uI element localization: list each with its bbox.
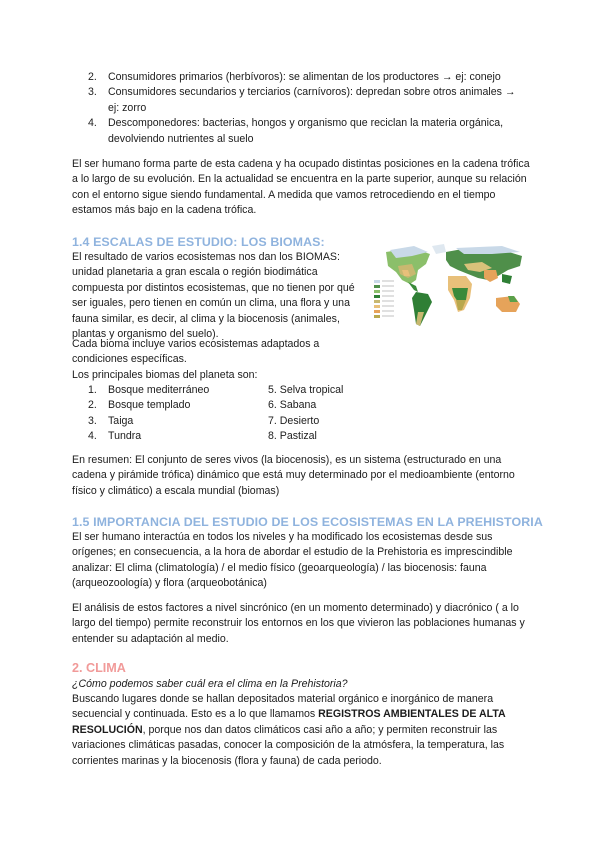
list-number: 4. [88,117,97,130]
list-item [88,429,368,444]
text-run: , porque nos dan datos climáticos casi año a año; y permiten reconstruir las variaciones climáticas pasadas, conocer la composición de la atmósfera, la temperatura, las corrientes marinas y la biocenosis (flora y fauna) de cada periodo. [72,723,505,767]
paragraph-interaccion: El ser humano interactúa en todos los niveles y ha modificado los ecosistemas desde sus orígenes; en consecuencia, a la hora de abordar el estudio de la Prehistoria es imprescindible analizar: El clima (climatología) / el medio físico (geoarqueología) / las biocenosis: fauna (arqueozoología) y flora (arqueobotánica) [72,531,513,590]
list-number: 2. [88,399,97,412]
list-item [88,414,368,429]
list-text: Descomponedores: bacterias, hongos y organismo que reciclan la materia orgánica, devolviendo nutrientes al suelo [108,117,504,145]
list-item [88,383,368,398]
list-item [88,70,528,85]
list-number: 2. [88,71,97,83]
paragraph-biomas-intro: El resultado de varios ecosistemas nos dan los BIOMAS: unidad planetaria a gran escala o región biodimática compuesta por distintos ecosistemas, que no tienen por qué ser iguales, pero tienen en común un clima, una flora y una fauna similar, es decir, al clima y la biocenosis (animales, plantas y organismo del suelo). [72,251,355,341]
list-number: 3. [88,86,97,99]
paragraph-biomes-list-intro: Los principales biomas del planeta son: [72,369,258,381]
world-biome-map [372,240,528,335]
biome-name: Taiga [108,414,134,427]
trophic-levels-list [88,70,528,147]
biome-name: Bosque mediterráneo [108,384,210,396]
paragraph-registros [72,692,532,769]
text-run: Buscando lugares donde se hallan depositados material orgánico e inorgánico de manera secuencial y continuada. Esto es a lo que llamamos [72,693,494,721]
biome-name: 5. Selva tropical [268,384,344,396]
list-item [88,85,528,116]
biome-name: Tundra [108,430,142,443]
biome-name: 7. Desierto [268,414,320,427]
section-heading-1-5: 1.5 IMPORTANCIA DEL ESTUDIO DE LOS ECOSISTEMAS EN LA PREHISTORIA [72,515,543,529]
list-item [88,116,528,147]
paragraph-analisis: El análisis de estos factores a nivel sincrónico (en un momento determinado) y diacrónico ( a lo largo del tiempo) permite reconstruir los entornos en los que vivieron las poblaciones humanas y entender su adaptación al medio. [72,602,525,645]
list-number: 1. [88,384,97,396]
list-text: Consumidores primarios (herbívoros): se alimentan de los productores → ej: conejo [108,71,501,83]
paragraph-cada-bioma: Cada bioma incluye varios ecosistemas adaptados a condiciones específicas. [72,338,320,366]
list-number: 4. [88,430,97,443]
list-item [88,398,368,413]
bold-term: REGISTROS AMBIENTALES DE ALTA RESOLUCIÓN [72,708,506,736]
biome-name: Bosque templado [108,399,191,412]
biomes-list [88,383,368,445]
list-text: Consumidores secundarios y terciarios (carnívoros): depredan sobre otros animales → ej: zorro [108,86,516,114]
section-heading-1-4: 1.4 ESCALAS DE ESTUDIO: LOS BIOMAS: [72,235,325,249]
paragraph-human-chain: El ser humano forma parte de esta cadena y ha ocupado distintas posiciones en la cadena trófica a lo largo de su evolución. En la actualidad se encuentra en la parte superior, aunque su relación con el entorno sigue siendo fundamental. A medida que vamos retrocediendo en el tiempo estamos más bajo en la cadena trófica. [72,158,530,217]
question-clima: ¿Cómo podemos saber cuál era el clima en la Prehistoria? [72,678,348,690]
biome-name: 6. Sabana [268,399,317,412]
list-number: 3. [88,414,97,427]
paragraph-resumen: En resumen: El conjunto de seres vivos (la biocenosis), es un sistema (estructurado en una cadena y pirámide trófica) dinámico que está muy determinado por el medioambiente (entorno físico y climático) a escala mundial (biomas) [72,454,515,497]
section-heading-clima: 2. CLIMA [72,661,126,675]
biome-name: 8. Pastizal [268,430,317,443]
